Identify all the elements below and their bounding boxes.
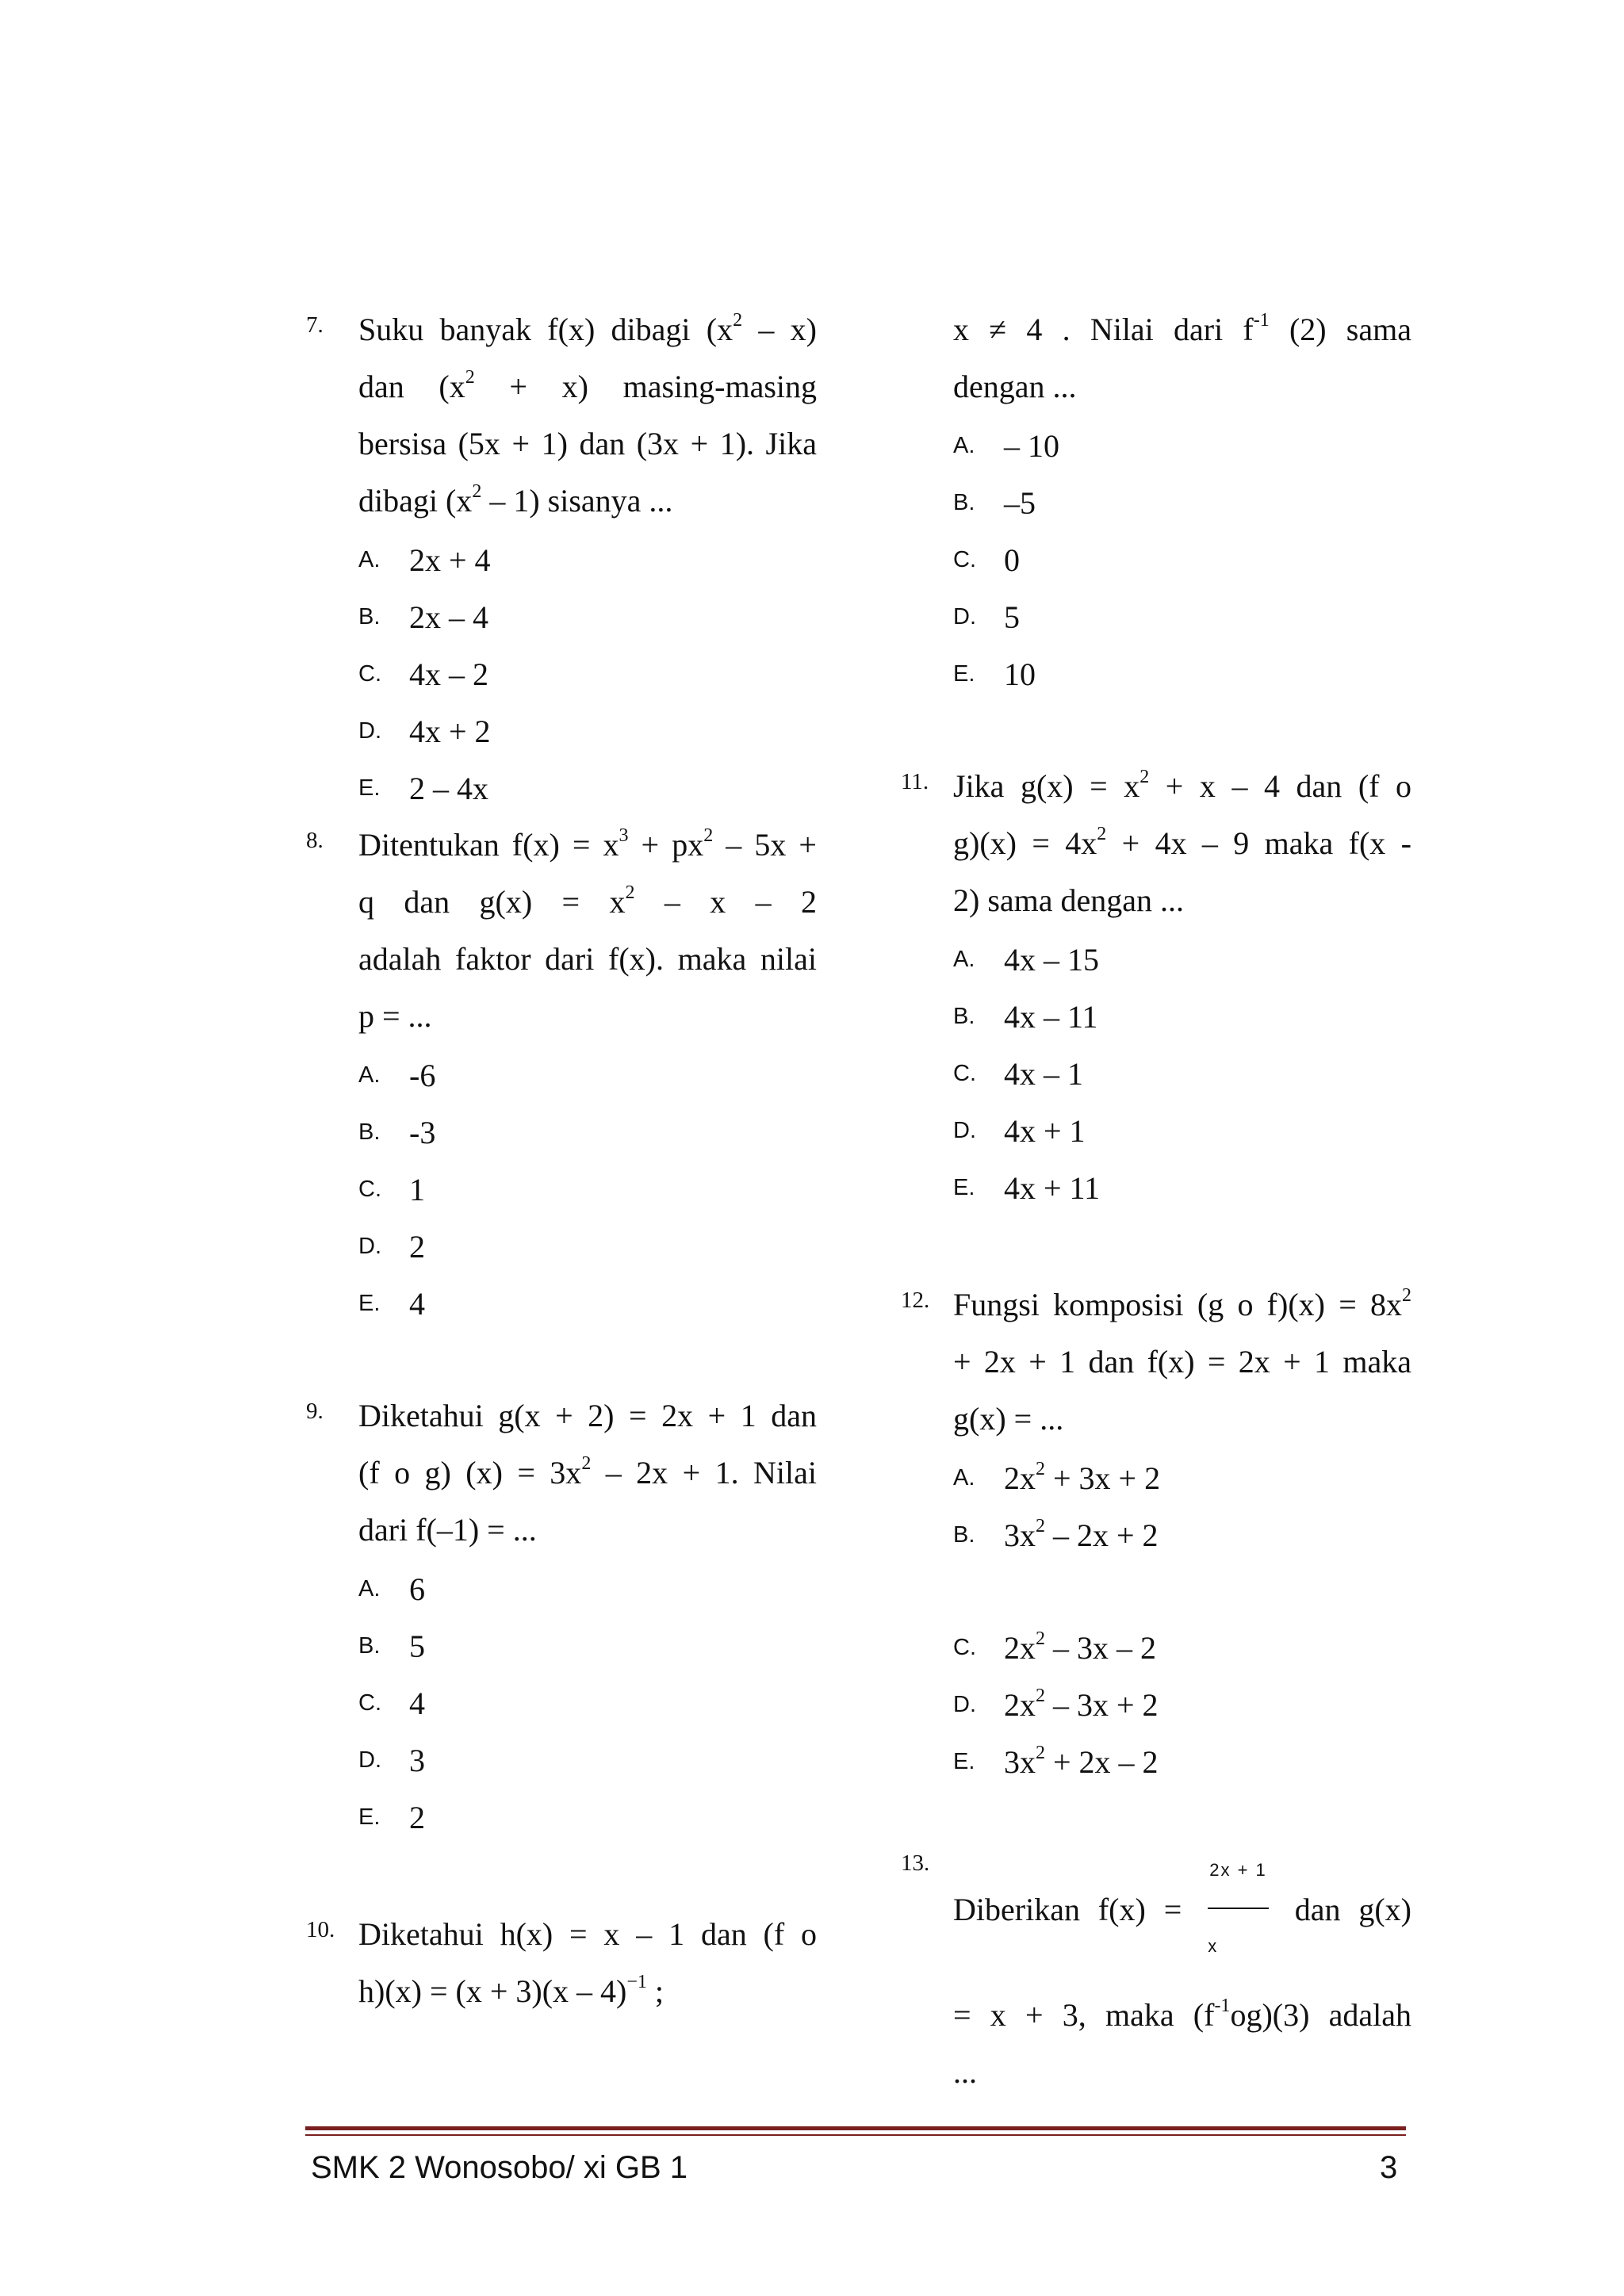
question-13 <box>896 1839 1411 2101</box>
option-text: –5 <box>1004 484 1036 521</box>
option-letter: E. <box>358 775 381 801</box>
question-number: 7. <box>306 312 324 338</box>
superscript: 2 <box>733 310 743 331</box>
answer-option <box>358 1560 817 1617</box>
answer-option <box>953 1733 1411 1790</box>
answer-option <box>953 1619 1411 1676</box>
superscript: -1 <box>1253 310 1270 331</box>
question-line: + 2x + 1 dan f(x) = 2x + 1 maka <box>953 1344 1411 1380</box>
answer-option <box>358 1789 817 1846</box>
answer-option <box>953 474 1411 531</box>
option-letter: B. <box>358 1632 381 1659</box>
answer-options <box>358 531 817 817</box>
option-text: 4x – 15 <box>1004 941 1099 978</box>
question-line: bersisa (5x + 1) dan (3x + 1). Jika <box>358 426 817 461</box>
option-letter: E. <box>953 660 975 687</box>
footer-rule-thin <box>305 2134 1406 2136</box>
question-number: 11. <box>901 769 929 794</box>
answer-option <box>358 588 817 645</box>
fraction-numerator: 2x + 1 <box>1208 1835 1269 1909</box>
superscript: 2 <box>465 367 475 388</box>
option-text: 4x – 11 <box>1004 998 1098 1035</box>
option-letter: A. <box>358 1575 381 1601</box>
option-text: $3x^2 - 2x + 2$ <box>1004 1515 1159 1553</box>
answer-option <box>358 1161 817 1218</box>
question-line: dari f(–1) = ... <box>358 1512 537 1548</box>
option-letter: E. <box>953 1174 975 1200</box>
option-text: 2x – 4 <box>409 599 488 635</box>
question-line: 2) sama dengan ... <box>953 882 1185 918</box>
answer-option <box>358 1275 817 1332</box>
option-letter: B. <box>358 603 381 629</box>
question-number: 9. <box>306 1399 324 1424</box>
option-letter: A. <box>953 432 975 458</box>
footer-rule <box>305 2126 1406 2130</box>
question-line: dibagi $(x^2 - 1)$ sisanya ... <box>358 481 673 519</box>
option-text: $2x^2 - 3x + 2$ <box>1004 1685 1159 1723</box>
fraction-denominator: x <box>1208 1936 1217 1956</box>
answer-option <box>358 1218 817 1275</box>
option-text: $2x^2 + 3x + 2$ <box>1004 1458 1161 1496</box>
question-line: Jika $g(x) = x^2 + x - 4$ dan (f o <box>953 767 1412 804</box>
question-line: Diketahui h(x) = x – 1 dan (f o <box>358 1916 817 1952</box>
answer-option <box>953 1045 1411 1102</box>
question-line: Fungsi komposisi (g o $f)(x) = 8x^2$ <box>953 1285 1411 1322</box>
option-letter: C. <box>358 660 381 687</box>
option-text: 4x + 11 <box>1004 1169 1101 1206</box>
question-line: ... <box>953 2054 977 2090</box>
option-letter: C. <box>953 1060 976 1086</box>
option-letter: C. <box>358 1176 381 1202</box>
answer-option <box>953 1449 1411 1506</box>
answer-option <box>953 931 1411 988</box>
option-letter: B. <box>358 1119 381 1145</box>
question-line: p = ... <box>358 998 432 1034</box>
question-text <box>953 301 1411 415</box>
page-number: 3 <box>1380 2150 1398 2185</box>
option-letter: D. <box>358 718 381 744</box>
answer-options <box>358 1560 817 1846</box>
answer-option <box>358 1104 817 1161</box>
footer-school-label: SMK 2 Wonosobo/ xi GB 1 <box>311 2150 688 2185</box>
answer-option <box>953 1506 1411 1563</box>
right-column <box>896 301 1411 2101</box>
option-letter: A. <box>953 1464 975 1490</box>
question-9 <box>301 1387 817 1846</box>
option-letter: D. <box>358 1233 381 1259</box>
answer-option <box>953 1102 1411 1159</box>
answer-option <box>358 760 817 817</box>
option-letter: B. <box>953 1521 975 1548</box>
superscript: 2 <box>472 481 482 502</box>
superscript: 2 <box>1402 1285 1411 1306</box>
question-line: adalah faktor dari f(x). maka nilai <box>358 941 817 977</box>
question-line: dan $(x^2 + x)$ masing-masing <box>358 367 817 404</box>
superscript: -1 <box>1214 1996 1231 2016</box>
question-number: 10. <box>306 1917 335 1942</box>
superscript: 2 <box>1036 1685 1045 1706</box>
answer-option <box>358 645 817 702</box>
option-letter: A. <box>953 946 975 972</box>
text-segment: Diberikan f(x) = <box>953 1892 1182 1928</box>
option-letter: D. <box>953 603 976 629</box>
question-12 <box>896 1276 1411 1790</box>
superscript: 2 <box>1036 1742 1045 1763</box>
answer-option <box>953 531 1411 588</box>
option-text: 4x + 2 <box>409 713 491 749</box>
option-text: 4x – 1 <box>1004 1055 1083 1092</box>
superscript: −1 <box>626 1972 647 1992</box>
option-text: 2x + 4 <box>409 541 491 578</box>
answer-option <box>953 1159 1411 1216</box>
superscript: 2 <box>703 825 714 846</box>
option-letter: C. <box>358 1689 381 1716</box>
option-text: 5 <box>1004 599 1020 635</box>
question-10-continued <box>896 301 1411 702</box>
answer-option <box>953 417 1411 474</box>
option-text: $3x^2 + 2x - 2$ <box>1004 1742 1159 1780</box>
option-text: 2 – 4x <box>409 770 488 806</box>
answer-option <box>953 1676 1411 1733</box>
question-line: x ≠ 4 . Nilai dari $f^{-1}$ (2) sama <box>953 310 1411 347</box>
option-text: 2 <box>409 1799 425 1835</box>
question-line <box>953 1839 1411 1987</box>
option-letter: D. <box>953 1117 976 1143</box>
fraction <box>1208 1835 1269 1982</box>
superscript: 3 <box>619 825 629 846</box>
option-text: 4x + 1 <box>1004 1112 1086 1149</box>
question-line: q dan $g(x) = x^2 - x - 2$ <box>358 882 818 920</box>
answer-options <box>953 417 1411 702</box>
text-segment: dan g(x) <box>1294 1892 1411 1928</box>
question-line: h)(x) = (x + 3)(x – 4)$^{-1}$ ; <box>358 1972 665 2009</box>
question-number: 13. <box>901 1850 930 1876</box>
question-line: $g)(x) = 4x^2 + 4x - 9$ maka f(x - <box>953 824 1411 861</box>
answer-option <box>358 1617 817 1674</box>
question-7 <box>301 301 817 817</box>
option-letter: D. <box>358 1747 381 1773</box>
option-text: 4 <box>409 1685 425 1721</box>
question-line: Diketahui g(x + 2) = 2x + 1 dan <box>358 1398 817 1433</box>
question-text <box>953 1276 1411 1448</box>
option-letter: A. <box>358 1062 381 1088</box>
answer-options <box>953 1449 1411 1790</box>
option-text: 0 <box>1004 541 1020 578</box>
question-10 <box>301 1906 817 2020</box>
option-letter: E. <box>358 1290 381 1316</box>
option-letter: B. <box>953 489 975 515</box>
answer-option <box>358 531 817 588</box>
question-text <box>358 1387 817 1559</box>
superscript: 2 <box>581 1453 592 1474</box>
superscript: 2 <box>1036 1628 1045 1649</box>
option-letter: C. <box>953 546 976 572</box>
question-line: Ditentukan $f(x) = x^3 + px^2 - 5x$ + <box>358 825 817 863</box>
option-text: 2 <box>409 1228 425 1265</box>
answer-option <box>358 702 817 760</box>
question-line: g(x) = ... <box>953 1401 1064 1437</box>
option-letter: B. <box>953 1003 975 1029</box>
question-line: Suku banyak f(x) dibagi $(x^2 - x)$ <box>358 310 817 347</box>
answer-option <box>358 1674 817 1732</box>
option-text: 1 <box>409 1171 425 1207</box>
superscript: 2 <box>625 882 635 903</box>
answer-option <box>953 988 1411 1045</box>
question-number: 12. <box>901 1288 930 1313</box>
question-line: (f o g) $(x) = 3x^2 - 2x + 1$. Nilai <box>358 1453 817 1490</box>
answer-option <box>358 1732 817 1789</box>
answer-option <box>358 1047 817 1104</box>
option-text: -3 <box>409 1114 436 1150</box>
option-text: 10 <box>1004 656 1036 692</box>
answer-option <box>953 588 1411 645</box>
question-line: dengan ... <box>953 369 1077 404</box>
answer-options <box>358 1047 817 1332</box>
answer-option <box>953 645 1411 702</box>
question-text <box>358 301 817 530</box>
superscript: 2 <box>1036 1458 1045 1479</box>
option-text: -6 <box>409 1057 436 1093</box>
question-number: 8. <box>306 828 324 853</box>
question-text <box>953 1839 1411 2101</box>
option-text: 6 <box>409 1571 425 1607</box>
answer-options <box>953 931 1411 1216</box>
question-text <box>953 758 1411 929</box>
option-text: 4 <box>409 1285 425 1322</box>
superscript: 2 <box>1036 1515 1045 1536</box>
superscript: 2 <box>1139 767 1150 787</box>
option-letter: D. <box>953 1691 976 1717</box>
option-text: 3 <box>409 1742 425 1778</box>
question-11 <box>896 758 1411 1216</box>
question-8 <box>301 817 817 1332</box>
option-letter: E. <box>358 1804 381 1830</box>
left-column <box>301 301 817 2020</box>
question-text <box>358 817 817 1045</box>
question-text <box>358 1906 817 2020</box>
option-text: – 10 <box>1004 427 1059 464</box>
option-text: $2x^2 - 3x - 2$ <box>1004 1628 1156 1666</box>
option-letter: C. <box>953 1634 976 1660</box>
option-text: 4x – 2 <box>409 656 488 692</box>
option-text: 5 <box>409 1628 425 1664</box>
question-line: = x + 3, maka $(f^{-1}og)(3)$ adalah <box>953 1996 1411 2033</box>
option-letter: A. <box>358 546 381 572</box>
option-letter: E. <box>953 1748 975 1774</box>
superscript: 2 <box>1097 824 1107 844</box>
